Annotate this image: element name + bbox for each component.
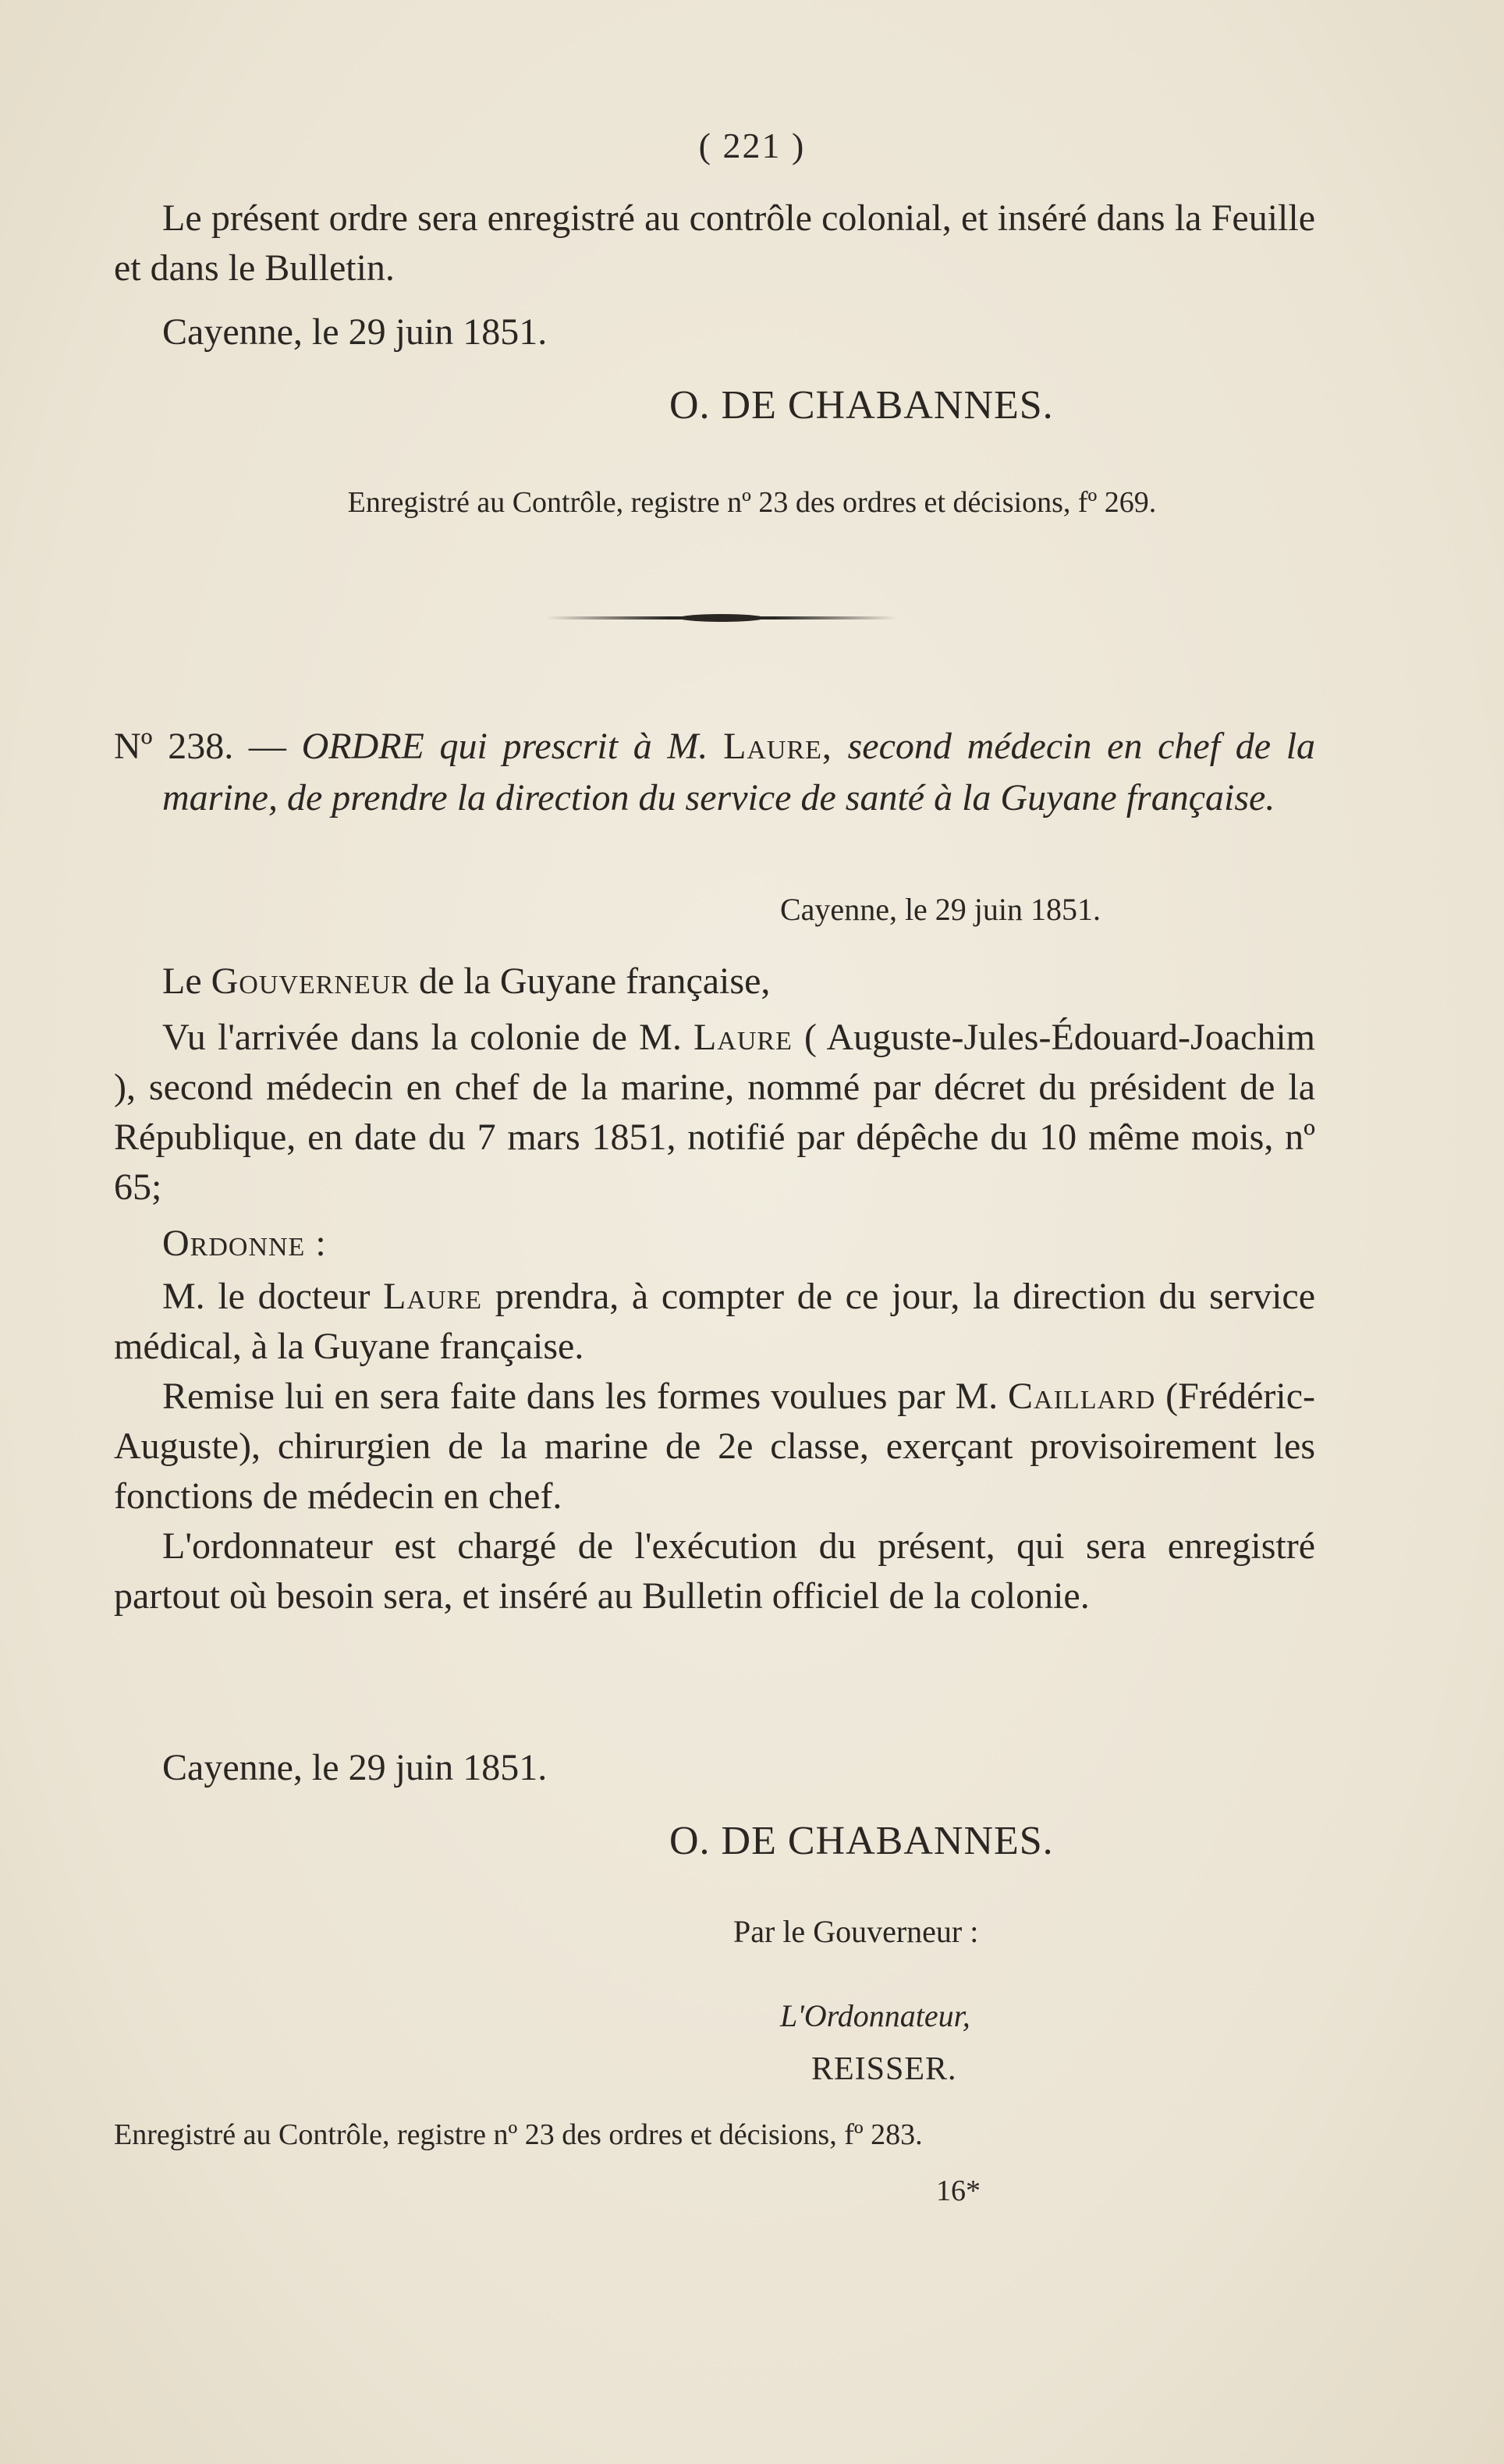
- ordonnateur-title: L'Ordonnateur,: [780, 1998, 970, 2033]
- order-name: Laure,: [723, 726, 832, 767]
- date-1: Cayenne, le 29 juin 1851.: [162, 311, 548, 353]
- order-title-b: second médecin en chef de la marine, de prendre la direction du service de santé à la Guyane française.: [162, 726, 1316, 818]
- reisser-signature: REISSER.: [811, 2051, 957, 2087]
- signature-mark: 16*: [936, 2175, 981, 2207]
- governor-line: Le Gouverneur de la Guyane française,: [162, 960, 771, 1002]
- par-le-gouverneur: Par le Gouverneur :: [733, 1914, 979, 1949]
- order-number: Nº 238. —: [114, 726, 286, 767]
- registration-note-2: Enregistré au Contrôle, registre nº 23 des ordres et décisions, fº 283.: [114, 2118, 923, 2151]
- page-number: ( 221 ): [698, 126, 806, 165]
- signature-2: O. DE CHABANNES.: [669, 1819, 1054, 1863]
- date-line-1: [114, 307, 1315, 357]
- date-3: Cayenne, le 29 juin 1851.: [162, 1747, 548, 1788]
- article-2: Remise lui en sera faite dans les formes voulues par M. Caillard (Frédéric-Auguste), chirurgien de la marine de 2e classe, exerçant provisoirement les fonctions de médecin en chef.: [114, 1376, 1316, 1517]
- registration-note-1: Enregistré au Contrôle, registre nº 23 des ordres et décisions, fº 269.: [347, 486, 1157, 519]
- date-line-3: [114, 1743, 1315, 1793]
- enregistrement-paragraph: Le présent ordre sera enregistré au contrôle colonial, et inséré dans la Feuille et dans le Bulletin.: [114, 197, 1315, 289]
- section-divider: [546, 616, 897, 620]
- article-1: M. le docteur Laure prendra, à compter de ce jour, la direction du service médical, à la Guyane française.: [114, 1276, 1316, 1367]
- article-2-name: Caillard: [1008, 1376, 1156, 1417]
- order-body: [114, 957, 1315, 1621]
- ordonne-heading: Ordonne :: [162, 1223, 327, 1264]
- article-1-name: Laure: [383, 1276, 483, 1317]
- signature-1: O. DE CHABANNES.: [669, 383, 1054, 428]
- governor-title: Gouverneur: [211, 960, 410, 1002]
- vu-paragraph: Vu l'arrivée dans la colonie de M. Laure ( Auguste-Jules-Édouard-Joachim ), second médecin en chef de la marine, nommé par décret du président de la République, en date du 7 mars 1851, notifié par dépêche du 10 même mois, nº 65;: [114, 1017, 1315, 1208]
- article-3: L'ordonnateur est chargé de l'exécution du présent, qui sera enregistré partout où besoin sera, et inséré au Bulletin officiel de la colonie.: [114, 1525, 1315, 1617]
- vu-name: Laure: [693, 1017, 793, 1058]
- closing-paragraph: [114, 193, 1315, 293]
- order-title-a: ORDRE qui prescrit à M.: [301, 726, 708, 767]
- date-2: Cayenne, le 29 juin 1851.: [780, 892, 1101, 927]
- order-heading: [114, 721, 1315, 824]
